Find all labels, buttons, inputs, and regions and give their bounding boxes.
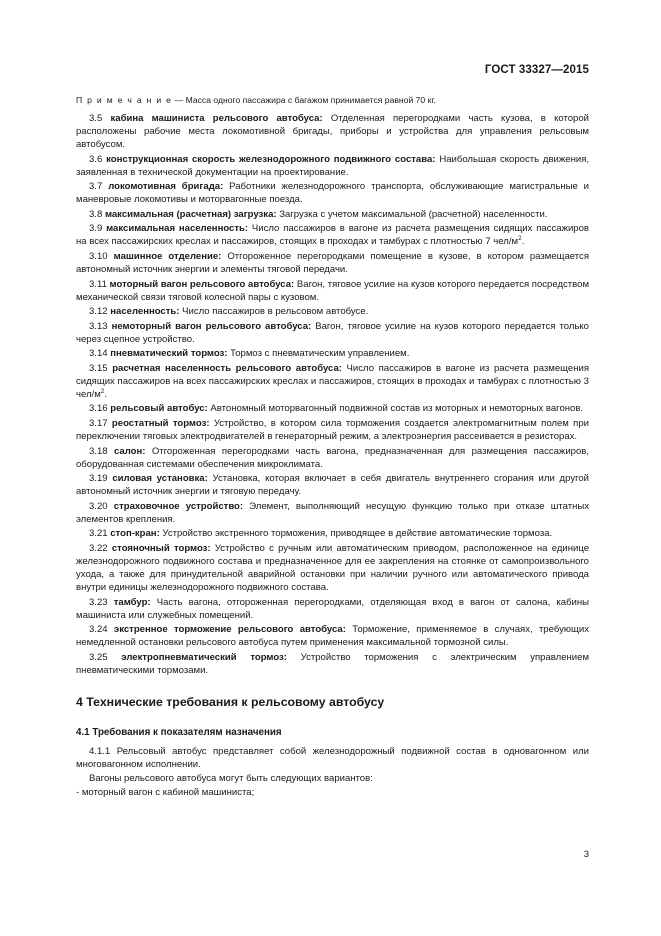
definition-term: тамбур: (113, 596, 151, 608)
definition-text: Устройство торможения с электрическим управлением пневматическими тормозами. (76, 651, 590, 676)
definition-item (76, 208, 589, 221)
definition-text: Загрузка с учетом максимальной (расчетной) населенности. (276, 208, 548, 220)
definition-item (76, 500, 589, 526)
definition-item (76, 153, 589, 179)
superscript: 2 (100, 387, 105, 395)
paragraph: Вагоны рельсового автобуса могут быть следующих вариантов: (89, 773, 373, 785)
definition-number: 3.15 (89, 362, 108, 374)
definition-text: Устройство с ручным или автоматическим приводом, расположенное на единице железнодорожного подвижного состава и предназначенное для ее закрепления на стоянке от самопроизвольного ухода, а также для принудительной аварийной остановки при наличии ручного или автоматического привода внутри единицы железнодорожного подвижного состава. (76, 542, 590, 594)
definition-term: силовая установка: (112, 473, 208, 485)
subsection-title: 4.1 Требования к показателям назначения (76, 726, 282, 738)
definition-term: моторный вагон рельсового автобуса: (109, 278, 295, 290)
definition-number: 3.13 (89, 320, 108, 332)
paragraph: 4.1.1 Рельсовый автобус представляет собой железнодорожный подвижной состав в одновагонном или многовагонном исполнении. (76, 745, 589, 770)
definition-text: Тормоз с пневматическим управлением. (227, 348, 410, 360)
definition-item (76, 180, 589, 206)
definition-term: стоп-кран: (110, 528, 160, 540)
page-number: 3 (583, 849, 589, 860)
definition-term: салон: (114, 445, 146, 457)
definition-number: 3.17 (89, 418, 108, 430)
definition-number: 3.9 (89, 223, 103, 235)
definition-number: 3.14 (89, 348, 108, 360)
definition-text: Работники железнодорожного транспорта, обслуживающие магистральные и маневровые локомотивы и моторвагонные поезда. (76, 181, 589, 206)
note-text: — Масса одного пассажира с багажом принимается равной 70 кг. (172, 95, 436, 105)
definition-number: 3.23 (89, 596, 108, 608)
definition-number: 3.19 (89, 473, 108, 485)
definition-term: машинное отделение: (113, 250, 222, 262)
definition-term: стояночный тормоз: (111, 542, 211, 554)
document-body (76, 112, 589, 799)
document-header: ГОСТ 33327—2015 (484, 64, 589, 76)
definition-number: 3.24 (89, 624, 108, 636)
definition-term: страховочное устройство: (113, 500, 244, 512)
definition-term: расчетная населенность рельсового автобуса: (112, 362, 342, 374)
definition-text: Устройство, в котором сила торможения создается электромагнитным полем при переключении тяговых электродвигателей в генераторный режим, а электроэнергия рассеивается в резисторах. (76, 418, 589, 443)
definition-term: локомотивная бригада: (108, 181, 224, 193)
definition-item (76, 445, 589, 471)
definition-item (76, 278, 589, 304)
definition-term: максимальная (расчетная) загрузка: (104, 208, 277, 220)
definition-number: 3.11 (89, 278, 107, 290)
definition-item (76, 362, 589, 401)
definition-number: 3.25 (89, 651, 108, 663)
definition-item (76, 527, 589, 540)
definition-text: Число пассажиров в вагоне из расчета размещения сидящих пассажиров на всех пассажирских креслах и пассажиров, стоящих в проходах и тамбурах с плотностью 3 чел/м (76, 362, 589, 400)
definition-number: 3.16 (89, 403, 108, 415)
definition-text: Наибольшая скорость движения, заявленная в технической документации на проектирование. (76, 153, 590, 178)
superscript: 2 (518, 235, 522, 243)
definition-text: Число пассажиров в вагоне из расчета размещения сидящих пассажиров на всех пассажирских креслах и пассажиров, стоящих в проходах и тамбурах с плотностью 7 чел/м (76, 223, 589, 248)
definition-number: 3.6 (89, 153, 103, 165)
definition-text: Вагон, тяговое усилие на кузов которого передается посредством механической связи тяговой колесной пары с кузовом. (76, 278, 590, 303)
definition-text: Установка, которая включает в себя двигатель внутреннего сгорания или другой автономный источник энергии и тяговую передачу. (76, 473, 590, 498)
definition-term: электропневматический тормоз: (121, 651, 287, 663)
definition-term: максимальная населенность: (106, 223, 249, 235)
note (76, 94, 589, 106)
definition-text: Часть вагона, отгороженная перегородками, отделяющая вход в вагон от салона, кабины машиниста или служебных помещений. (76, 596, 589, 621)
definition-text: Устройство экстренного торможения, приводящее в действие автоматические тормоза. (159, 528, 553, 540)
definition-term: кабина машиниста рельсового автобуса: (110, 113, 323, 124)
definition-term: экстренное торможение рельсового автобуса: (113, 624, 346, 636)
definition-term: немоторный вагон рельсового автобуса: (111, 320, 312, 332)
definition-text: Отгороженное перегородками помещение в кузове, в котором размещается автономный источник энергии и элементы тяговой передачи. (76, 250, 589, 276)
definition-term: конструкционная скорость железнодорожного подвижного состава: (106, 153, 436, 165)
definition-number: 3.5 (89, 113, 103, 124)
definition-item (76, 305, 589, 318)
definition-item (76, 112, 589, 151)
definition-number: 3.12 (89, 306, 108, 318)
definition-item (76, 250, 589, 276)
definition-term: пневматический тормоз: (110, 348, 228, 360)
definition-item (76, 417, 589, 443)
definition-term: реостатный тормоз: (111, 418, 210, 430)
definition-item (76, 472, 589, 498)
definition-text: Элемент, выполняющий несущую функцию только при отказе штатных элементов крепления. (76, 500, 590, 525)
definition-item (76, 651, 589, 677)
definition-item (76, 623, 589, 649)
definition-text: Вагон, тяговое усилие на кузов которого передается только через сцепное устройство. (76, 320, 589, 345)
definition-tail: . (521, 236, 525, 248)
definition-number: 3.8 (89, 208, 103, 220)
definition-item (76, 320, 589, 346)
definition-item (76, 402, 589, 415)
definition-item (76, 222, 589, 248)
definition-item (76, 542, 589, 594)
definition-text: Отделенная перегородками часть кузова, в которой расположены рабочие места локомотивной бригады, приборы и устройства для управления рельсовым автобусом. (76, 113, 589, 151)
definition-number: 3.7 (89, 181, 103, 193)
definition-text: Торможение, применяемое в случаях, требующих немедленной остановки рельсового автобуса путем применения максимальной тормозной силы. (76, 624, 589, 649)
note-label: П р и м е ч а н и е (76, 95, 173, 105)
definition-number: 3.21 (89, 528, 108, 540)
definition-number: 3.10 (89, 250, 108, 262)
definitions-list (76, 112, 589, 677)
definition-text: Отгороженная перегородками часть вагона, предназначенная для размещения пассажиров, оборудованная системами обеспечения микроклимата. (76, 445, 589, 470)
list-item: - моторный вагон с кабиной машиниста; (76, 787, 255, 799)
section-title: 4 Технические требования к рельсовому автобусу (76, 694, 385, 709)
definition-tail: . (104, 388, 108, 400)
definition-term: населенность: (110, 306, 180, 318)
definition-number: 3.20 (89, 500, 108, 512)
definition-number: 3.22 (89, 542, 108, 554)
definition-item (76, 347, 589, 360)
definition-text: Автономный моторвагонный подвижной состав из моторных и немоторных вагонов. (207, 403, 584, 415)
definition-text: Число пассажиров в рельсовом автобусе. (179, 306, 369, 318)
definition-number: 3.18 (89, 445, 108, 457)
definition-item (76, 596, 589, 622)
definition-term: рельсовый автобус: (110, 403, 208, 415)
